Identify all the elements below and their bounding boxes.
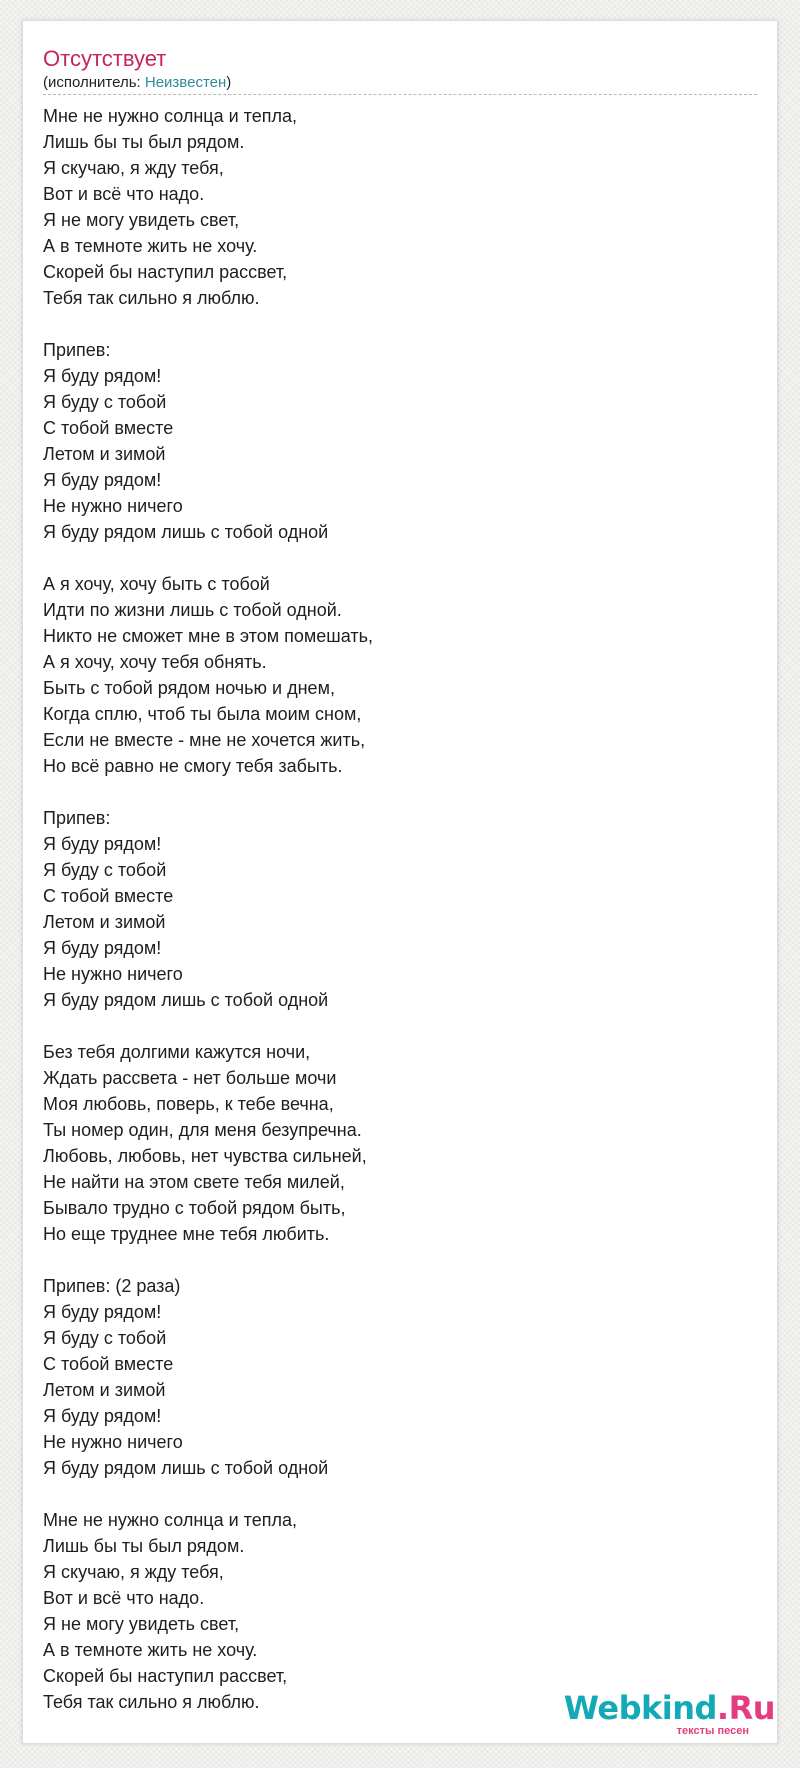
- lyric-line: Мне не нужно солнца и тепла,: [43, 1510, 297, 1530]
- lyric-line: А я хочу, хочу быть с тобой: [43, 574, 270, 594]
- lyric-line: Я буду рядом!: [43, 470, 162, 490]
- lyric-line: Я буду рядом лишь с тобой одной: [43, 522, 329, 542]
- lyric-line: А в темноте жить не хочу.: [43, 1640, 258, 1660]
- artist-line: [43, 74, 231, 92]
- lyric-line: Никто не сможет мне в этом помешать,: [43, 626, 373, 646]
- lyrics-stanza: [43, 805, 743, 1013]
- lyric-line: Быть с тобой рядом ночью и днем,: [43, 678, 335, 698]
- lyrics-stanza: [43, 1039, 743, 1247]
- logo-tagline: тексты песен: [676, 1725, 749, 1737]
- lyric-line: Припев: (2 раза): [43, 1276, 181, 1296]
- lyrics-card: [22, 20, 778, 1744]
- lyric-line: Я буду с тобой: [43, 860, 167, 880]
- lyric-line: Я буду рядом!: [43, 1302, 162, 1322]
- lyrics-stanza: [43, 1507, 743, 1715]
- lyric-line: Я буду с тобой: [43, 392, 167, 412]
- artist-prefix: (исполнитель:: [43, 74, 145, 91]
- lyric-line: Идти по жизни лишь с тобой одной.: [43, 600, 342, 620]
- logo-wordmark: [564, 1689, 775, 1727]
- lyric-line: Я буду рядом!: [43, 834, 162, 854]
- lyric-line: Но всё равно не смогу тебя забыть.: [43, 756, 343, 776]
- lyric-line: А в темноте жить не хочу.: [43, 236, 258, 256]
- lyric-line: С тобой вместе: [43, 886, 174, 906]
- lyric-line: Если не вместе - мне не хочется жить,: [43, 730, 366, 750]
- lyrics-stanza: [43, 1273, 743, 1481]
- lyric-line: Я скучаю, я жду тебя,: [43, 158, 224, 178]
- lyric-line: Моя любовь, поверь, к тебе вечна,: [43, 1094, 334, 1114]
- lyric-line: Вот и всё что надо.: [43, 184, 205, 204]
- webkind-logo[interactable]: [563, 1689, 775, 1739]
- lyric-line: Вот и всё что надо.: [43, 1588, 205, 1608]
- title-divider: [43, 94, 757, 95]
- lyric-line: Летом и зимой: [43, 912, 166, 932]
- lyric-line: Ты номер один, для меня безупречна.: [43, 1120, 362, 1140]
- lyric-line: Я не могу увидеть свет,: [43, 210, 240, 230]
- lyric-line: С тобой вместе: [43, 418, 174, 438]
- lyric-line: Мне не нужно солнца и тепла,: [43, 106, 297, 126]
- lyric-line: Когда сплю, чтоб ты была моим сном,: [43, 704, 362, 724]
- lyric-line: Но еще труднее мне тебя любить.: [43, 1224, 330, 1244]
- lyrics-body: [43, 103, 743, 1741]
- lyric-line: Лишь бы ты был рядом.: [43, 132, 245, 152]
- lyric-line: Я скучаю, я жду тебя,: [43, 1562, 224, 1582]
- lyric-line: Припев:: [43, 808, 111, 828]
- lyric-line: Ждать рассвета - нет больше мочи: [43, 1068, 337, 1088]
- lyric-line: Я буду рядом лишь с тобой одной: [43, 1458, 329, 1478]
- song-title: Отсутствует: [43, 46, 167, 71]
- lyric-line: Я буду с тобой: [43, 1328, 167, 1348]
- lyric-line: Скорей бы наступил рассвет,: [43, 262, 288, 282]
- artist-link[interactable]: Неизвестен: [144, 74, 227, 91]
- lyric-line: Я буду рядом лишь с тобой одной: [43, 990, 329, 1010]
- logo-tld: .Ru: [716, 1689, 775, 1727]
- lyric-line: Я буду рядом!: [43, 938, 162, 958]
- lyric-line: Припев:: [43, 340, 111, 360]
- lyrics-stanza: [43, 571, 743, 779]
- lyric-line: Бывало трудно с тобой рядом быть,: [43, 1198, 346, 1218]
- lyric-line: Я не могу увидеть свет,: [43, 1614, 240, 1634]
- lyric-line: А я хочу, хочу тебя обнять.: [43, 652, 267, 672]
- lyrics-stanza: [43, 337, 743, 545]
- lyric-line: Летом и зимой: [43, 1380, 166, 1400]
- lyric-line: Лишь бы ты был рядом.: [43, 1536, 245, 1556]
- lyric-line: Не нужно ничего: [43, 964, 183, 984]
- lyric-line: Я буду рядом!: [43, 1406, 162, 1426]
- lyric-line: Без тебя долгими кажутся ночи,: [43, 1042, 311, 1062]
- lyric-line: Не нужно ничего: [43, 496, 183, 516]
- lyric-line: Летом и зимой: [43, 444, 166, 464]
- lyric-line: Не найти на этом свете тебя милей,: [43, 1172, 345, 1192]
- lyric-line: Не нужно ничего: [43, 1432, 183, 1452]
- logo-name: Webkind: [563, 1689, 717, 1727]
- lyric-line: Тебя так сильно я люблю.: [43, 1692, 260, 1712]
- lyric-line: Я буду рядом!: [43, 366, 162, 386]
- lyric-line: С тобой вместе: [43, 1354, 174, 1374]
- artist-suffix: ): [226, 74, 232, 91]
- lyric-line: Любовь, любовь, нет чувства сильней,: [43, 1146, 367, 1166]
- lyric-line: Скорей бы наступил рассвет,: [43, 1666, 288, 1686]
- lyrics-stanza: [43, 103, 743, 311]
- lyric-line: Тебя так сильно я люблю.: [43, 288, 260, 308]
